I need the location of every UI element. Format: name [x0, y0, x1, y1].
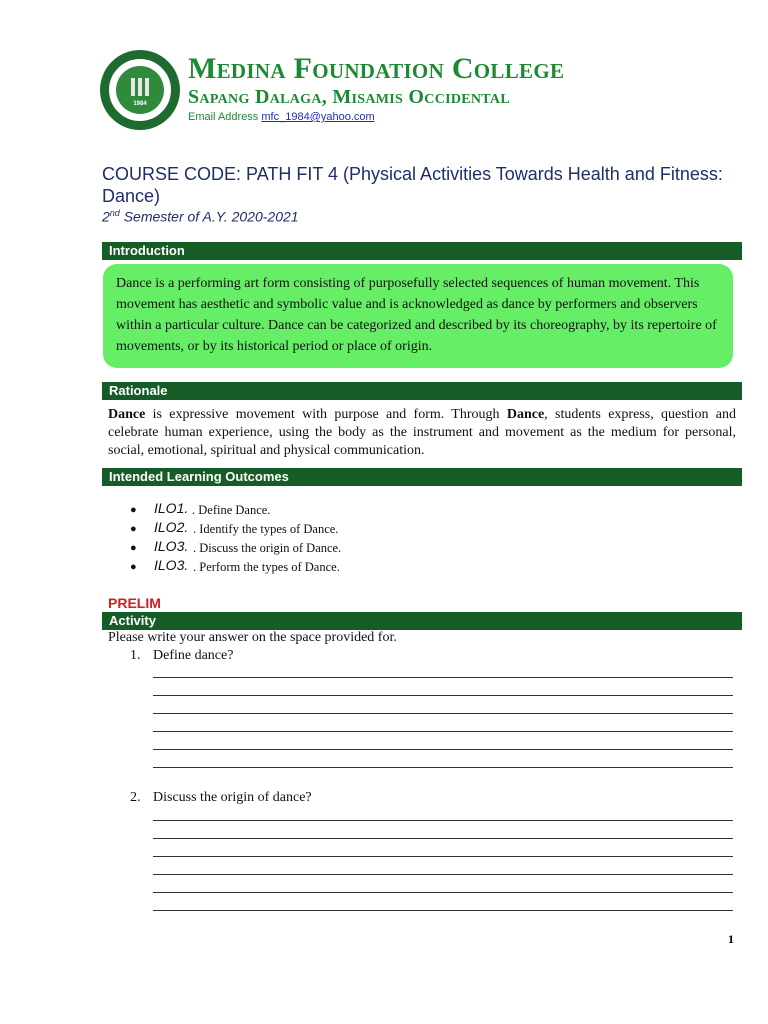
email-link[interactable]: mfc_1984@yahoo.com [261, 111, 375, 123]
answer-line[interactable] [153, 677, 733, 678]
introduction-text: Dance is a performing art form consisting of purposefully selected sequences of human movement. This movement has aesthetic and symbolic value and is acknowledged as dance by performers and observers within a particular culture. Dance can be categorized and described by its choreography, by its repertoire of movements, or by its historical period or place of origin. [116, 276, 717, 354]
ilo-item: ● ILO2. . Identify the types of Dance. [130, 519, 339, 536]
ilo-item: ● ILO3. . Discuss the origin of Dance. [130, 538, 342, 555]
answer-line[interactable] [153, 749, 733, 750]
answer-line[interactable] [153, 856, 733, 857]
answer-line[interactable] [153, 713, 733, 714]
college-name: Medina Foundation College [188, 52, 565, 85]
answer-line[interactable] [153, 892, 733, 893]
page-number: 1 [728, 932, 734, 946]
bullet-icon: ● [130, 561, 137, 573]
answer-line[interactable] [153, 838, 733, 839]
college-location: Sapang Dalaga, Misamis Occidental [188, 86, 510, 108]
question-text: Discuss the origin of dance? [153, 790, 312, 805]
rationale-text: Dance is expressive movement with purpose and form. Through Dance, students express, question and celebrate human experience, using the body as the instrument and movement as the medium for personal, social, emotional, spiritual and physical communication. [108, 407, 736, 458]
answer-line[interactable] [153, 820, 733, 821]
prelim-heading: PRELIM [108, 595, 161, 611]
answer-line[interactable] [153, 767, 733, 768]
college-seal-logo [100, 50, 180, 130]
bullet-icon: ● [130, 504, 137, 516]
bullet-icon: ● [130, 523, 137, 535]
answer-line[interactable] [153, 695, 733, 696]
section-introduction: Introduction [102, 242, 742, 260]
answer-line[interactable] [153, 731, 733, 732]
answer-line[interactable] [153, 874, 733, 875]
bullet-icon: ● [130, 542, 137, 554]
email-label: Email Address [188, 111, 259, 123]
question-number: 1. [130, 648, 141, 663]
answer-line[interactable] [153, 910, 733, 911]
section-activity: Activity [102, 612, 742, 630]
question-number: 2. [130, 790, 141, 805]
section-rationale: Rationale [102, 382, 742, 400]
course-title: COURSE CODE: PATH FIT 4 (Physical Activities Towards Health and Fitness: Dance) [102, 164, 723, 206]
ilo-item: ● ILO1. . Define Dance. [130, 500, 271, 517]
ilo-item: ● ILO3. . Perform the types of Dance. [130, 557, 340, 574]
activity-instruction: Please write your answer on the space provided for. [108, 630, 397, 645]
email-line [188, 111, 375, 123]
section-ilo: Intended Learning Outcomes [102, 468, 742, 486]
question-text: Define dance? [153, 648, 234, 663]
semester-line: 2nd Semester of A.Y. 2020-2021 [102, 208, 299, 225]
seal-year: 1984 [133, 101, 147, 107]
